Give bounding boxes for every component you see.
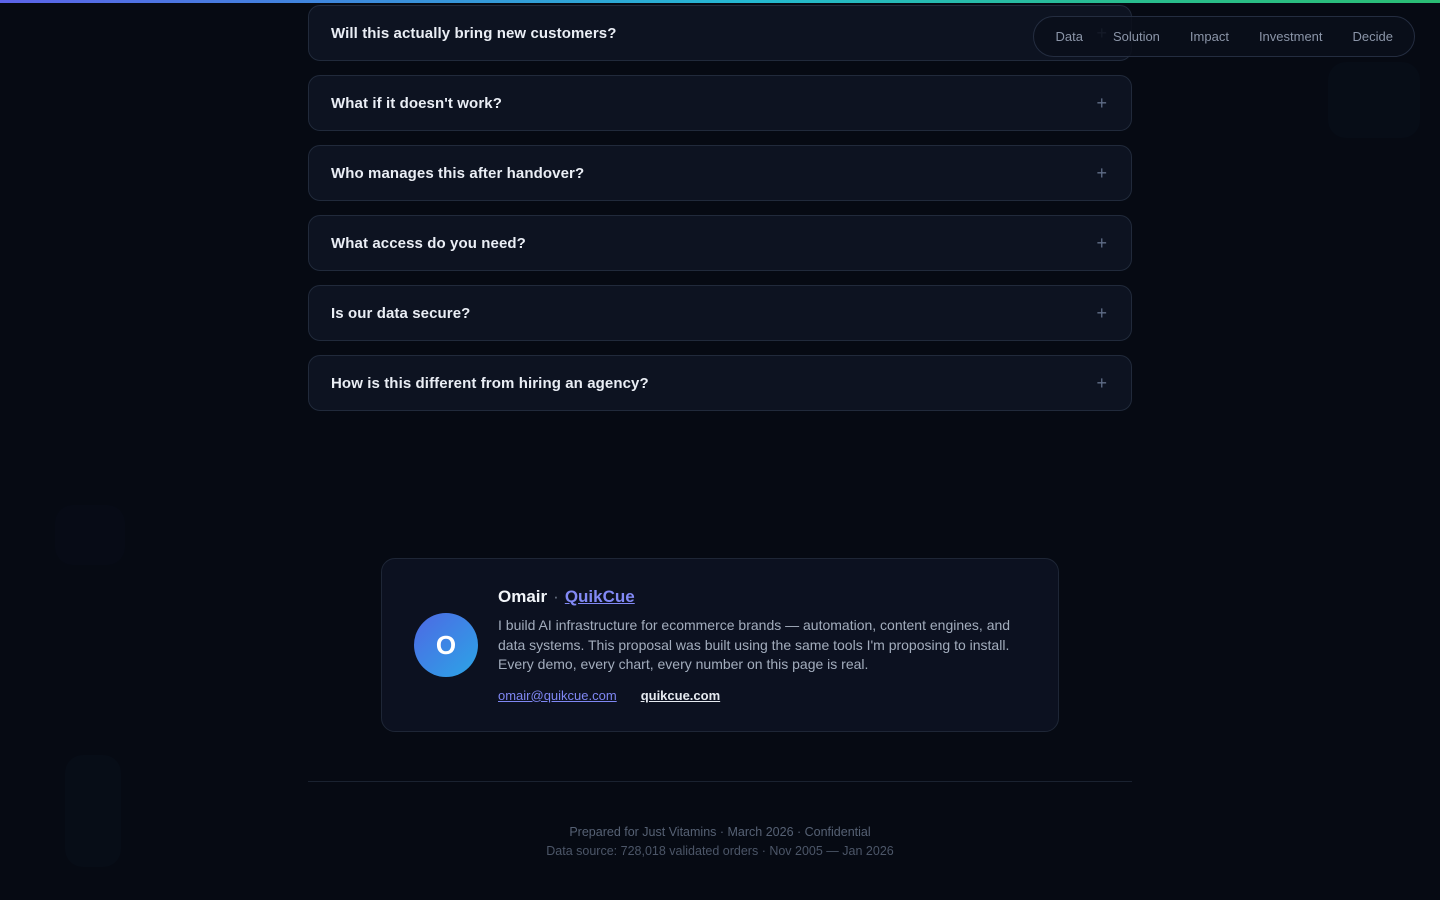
plus-icon[interactable]: + — [1096, 233, 1107, 253]
faq-question: Is our data secure? — [331, 304, 471, 322]
section-nav — [1033, 16, 1415, 57]
footer — [308, 823, 1132, 861]
title-separator: · — [553, 587, 559, 607]
plus-icon[interactable]: + — [1096, 303, 1107, 323]
email-link[interactable]: omair@quikcue.com — [498, 687, 617, 703]
faq-item-vs-agency[interactable] — [308, 355, 1132, 411]
main-content — [308, 0, 1132, 861]
avatar — [414, 613, 478, 677]
plus-icon[interactable]: + — [1096, 163, 1107, 183]
faq-item-new-customers[interactable] — [308, 5, 1132, 61]
faq-item-doesnt-work[interactable] — [308, 75, 1132, 131]
bg-decoration — [55, 505, 125, 565]
footer-prepared-for: Prepared for Just Vitamins · March 2026 · Confidential — [569, 825, 871, 839]
author-bio-text: I build AI infrastructure for ecommerce brands — automation, content engines, and data systems. This proposal was built using the same tools I'm proposing to install. Every demo, every chart, every number on this page is real. — [498, 617, 1011, 673]
plus-icon[interactable]: + — [1096, 373, 1107, 393]
accent-gradient-bar — [0, 0, 1440, 3]
footer-divider — [308, 781, 1132, 782]
footer-data-source: Data source: 728,018 validated orders · Nov 2005 — Jan 2026 — [546, 844, 894, 858]
faq-question: How is this different from hiring an agency? — [331, 374, 649, 392]
nav-item-investment[interactable]: Investment — [1258, 29, 1323, 44]
author-body — [498, 587, 1020, 703]
website-link[interactable]: quikcue.com — [640, 687, 721, 703]
faq-question: Who manages this after handover? — [331, 164, 585, 182]
faq-item-handover[interactable] — [308, 145, 1132, 201]
nav-item-decide[interactable]: Decide — [1352, 29, 1393, 44]
faq-question: What access do you need? — [331, 234, 526, 252]
author-links — [498, 688, 1020, 703]
nav-item-data[interactable]: Data — [1055, 29, 1083, 44]
faq-question: Will this actually bring new customers? — [331, 24, 617, 42]
author-bio-card — [381, 558, 1059, 732]
avatar-letter: O — [435, 629, 457, 660]
nav-item-solution[interactable]: Solution — [1112, 29, 1160, 44]
bg-decoration — [65, 755, 121, 867]
nav-item-impact[interactable]: Impact — [1189, 29, 1229, 44]
company-link[interactable]: QuikCue — [564, 587, 635, 607]
faq-item-access[interactable] — [308, 215, 1132, 271]
author-title — [498, 587, 1020, 607]
author-name: Omair — [498, 587, 548, 607]
faq-item-data-secure[interactable] — [308, 285, 1132, 341]
faq-question: What if it doesn't work? — [331, 94, 502, 112]
plus-icon[interactable]: + — [1096, 93, 1107, 113]
bg-decoration — [1328, 62, 1420, 138]
